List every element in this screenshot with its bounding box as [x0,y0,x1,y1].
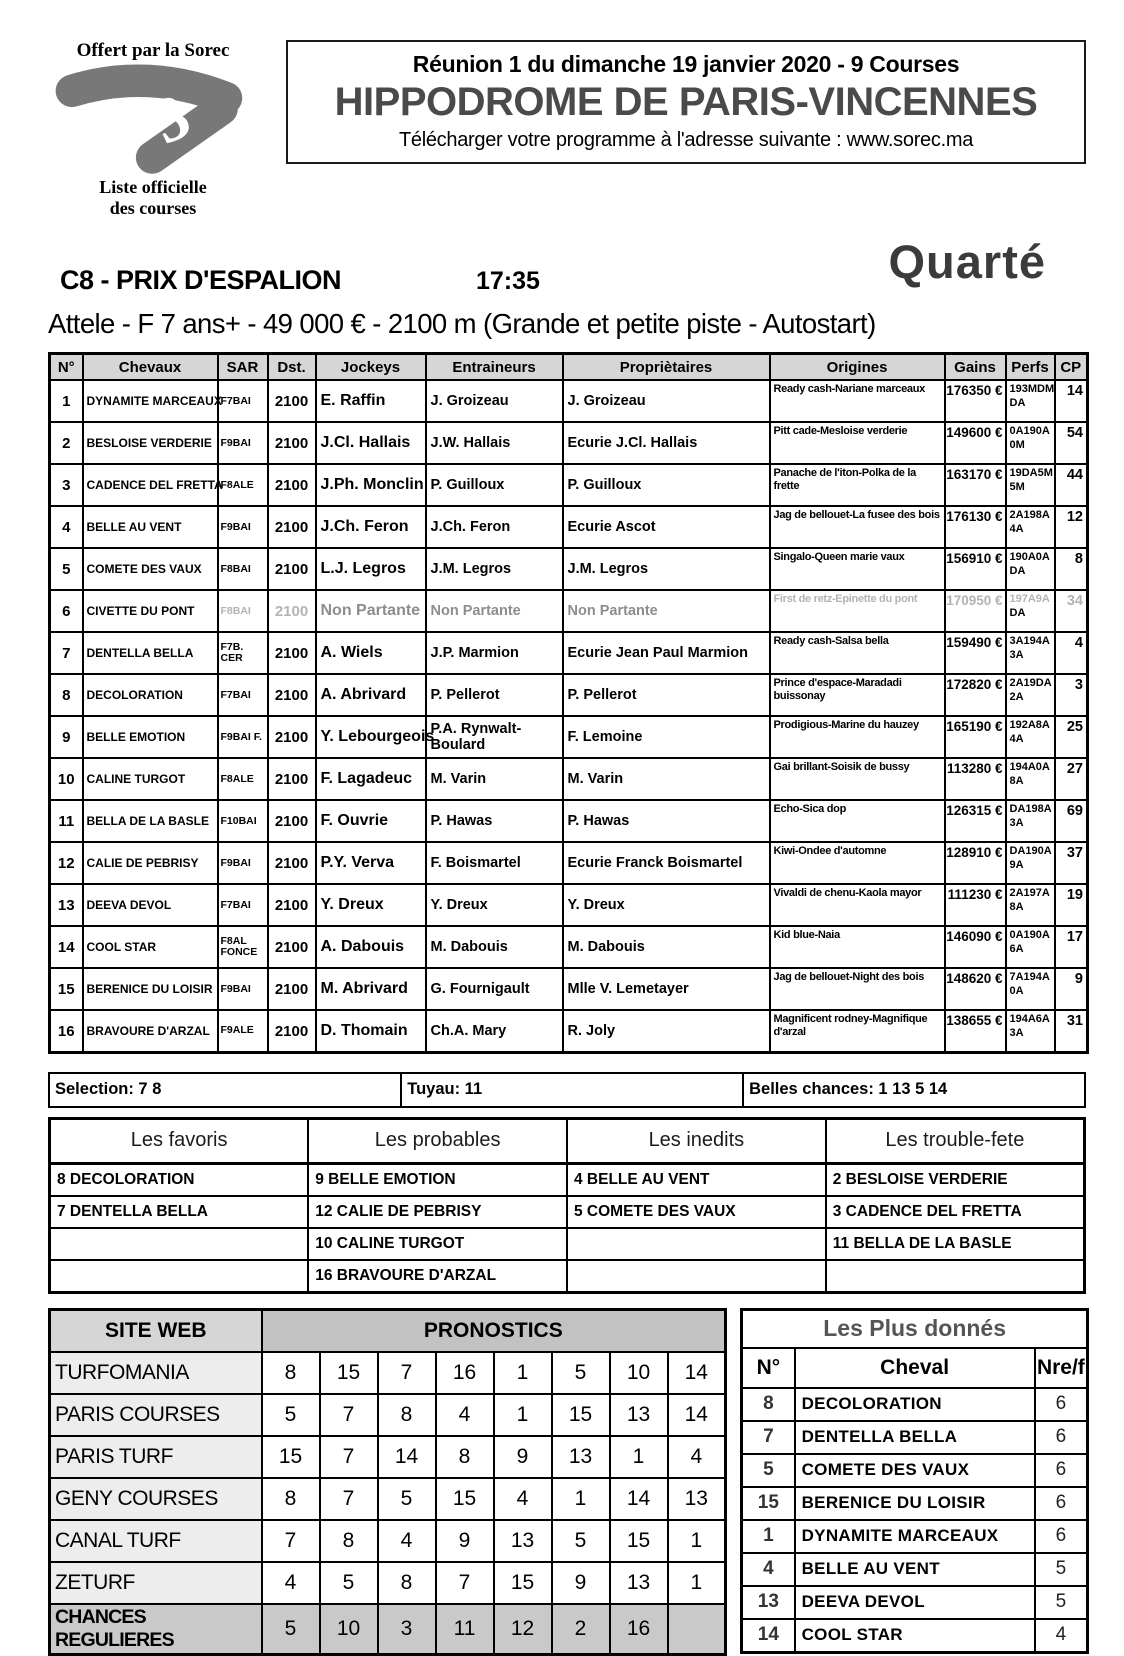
runner-trainer: J. Groizeau [426,380,563,422]
plus-row: 7 DENTELLA BELLA 6 [742,1421,1088,1454]
site-name: PARIS TURF [50,1436,262,1478]
runner-number: 11 [50,800,83,842]
picks-header-probables: Les probables [308,1118,567,1163]
runner-number: 1 [50,380,83,422]
runner-origins: Jag de bellouet-La fusee des bois [770,506,945,548]
runner-gains: 165190 € [945,716,1006,758]
sorec-logo-icon [58,62,248,172]
runner-sar: F7BAI [218,884,268,926]
runner-cp: 19 [1055,884,1088,926]
runner-dist: 2100 [268,926,316,968]
plus-col-count: Nre/f [1035,1348,1088,1388]
runner-trainer: P.A. Rynwalt-Boulard [426,716,563,758]
runner-horse: CALINE TURGOT [83,758,218,800]
runner-gains: 163170 € [945,464,1006,506]
runner-row [50,968,1088,1010]
prono-row: TURFOMANIA 8 15 7 16 1 5 10 14 [50,1352,726,1394]
pick-cell: 4 BELLE AU VENT [567,1163,826,1196]
plus-col-num: N° [742,1348,795,1388]
runner-origins: Prince d'espace-Maradadi buissonay [770,674,945,716]
runner-horse: CADENCE DEL FRETTA [83,464,218,506]
runner-sar: F8ALE [218,758,268,800]
runner-horse: BELLE AU VENT [83,506,218,548]
col-horse: Chevaux [83,354,218,381]
runner-horse: COMETE DES VAUX [83,548,218,590]
runner-dist: 2100 [268,842,316,884]
site-name: ZETURF [50,1562,262,1604]
runner-number: 7 [50,632,83,674]
runner-sar: F9BAI F. [218,716,268,758]
runner-number: 9 [50,716,83,758]
runner-row [50,464,1088,506]
runner-gains: 138655 € [945,1010,1006,1052]
runner-trainer: Non Partante [426,590,563,632]
bet-type-label: Quarté [888,235,1046,289]
runner-dist: 2100 [268,422,316,464]
runner-row [50,758,1088,800]
pick-cell: 12 CALIE DE PEBRISY [308,1196,567,1228]
plus-row: 5 COMETE DES VAUX 6 [742,1454,1088,1487]
pick-cell: 10 CALINE TURGOT [308,1228,567,1260]
race-conditions: Attele - F 7 ans+ - 49 000 € - 2100 m (Grande et petite piste - Autostart) [48,308,876,340]
col-dst: Dst. [268,354,316,381]
runner-dist: 2100 [268,464,316,506]
runner-dist: 2100 [268,632,316,674]
plus-row: 8 DECOLORATION 6 [742,1388,1088,1421]
runner-trainer: M. Varin [426,758,563,800]
runner-jockey: Y. Lebourgeois [316,716,426,758]
runner-cp: 4 [1055,632,1088,674]
runner-dist: 2100 [268,506,316,548]
runner-dist: 2100 [268,884,316,926]
runner-horse: DECOLORATION [83,674,218,716]
runner-number: 16 [50,1010,83,1052]
runner-number: 6 [50,590,83,632]
runner-owner: F. Lemoine [563,716,770,758]
picks-header-troublefete: Les trouble-fete [826,1118,1085,1163]
site-name: PARIS COURSES [50,1394,262,1436]
runner-perfs: 0A190A 6A [1006,926,1055,968]
runner-dist: 2100 [268,674,316,716]
sorec-logo-block [48,40,258,218]
runner-trainer: Ch.A. Mary [426,1010,563,1052]
pick-cell [567,1228,826,1260]
pick-cell [50,1260,309,1293]
runner-horse: CIVETTE DU PONT [83,590,218,632]
plus-donnes-table [740,1308,1089,1654]
prono-row: PARIS COURSES 5 7 8 4 1 15 13 14 [50,1394,726,1436]
runner-dist: 2100 [268,968,316,1010]
runner-owner: Mlle V. Lemetayer [563,968,770,1010]
runner-trainer: J.M. Legros [426,548,563,590]
selection-bar [48,1072,1086,1108]
pick-cell [567,1260,826,1293]
runner-owner: R. Joly [563,1010,770,1052]
hippodrome-title: HIPPODROME DE PARIS-VINCENNES [334,80,1038,124]
pick-cell: 8 DECOLORATION [50,1163,309,1196]
runner-owner: Ecurie Ascot [563,506,770,548]
runner-row [50,926,1088,968]
runner-jockey: P.Y. Verva [316,842,426,884]
plus-row: 14 COOL STAR 4 [742,1619,1088,1653]
runner-gains: 148620 € [945,968,1006,1010]
selection-cell: Selection: 7 8 [49,1073,401,1107]
runner-owner: Y. Dreux [563,884,770,926]
runner-horse: BELLA DE LA BASLE [83,800,218,842]
runner-horse: COOL STAR [83,926,218,968]
runner-perfs: 0A190A 0M [1006,422,1055,464]
logo-caption-line3: des courses [109,197,197,218]
pick-cell: 11 BELLA DE LA BASLE [826,1228,1085,1260]
runner-gains: 156910 € [945,548,1006,590]
runner-jockey: D. Thomain [316,1010,426,1052]
picks-row [50,1196,1085,1228]
runner-cp: 8 [1055,548,1088,590]
runner-perfs: 19DA5M 5M [1006,464,1055,506]
runners-header-row [50,354,1088,381]
runner-dist: 2100 [268,380,316,422]
runner-jockey: A. Dabouis [316,926,426,968]
col-origins: Origines [770,354,945,381]
runner-sar: F9BAI [218,506,268,548]
runner-row [50,842,1088,884]
plus-row: 15 BERENICE DU LOISIR 6 [742,1487,1088,1520]
runner-row [50,422,1088,464]
runner-gains: 149600 € [945,422,1006,464]
picks-header-inedits: Les inedits [567,1118,826,1163]
runner-horse: DENTELLA BELLA [83,632,218,674]
runner-sar: F9BAI [218,968,268,1010]
runner-gains: 159490 € [945,632,1006,674]
site-name: TURFOMANIA [50,1352,262,1394]
col-num: N° [50,354,83,381]
runner-dist: 2100 [268,548,316,590]
runner-owner: J. Groizeau [563,380,770,422]
race-title: C8 - PRIX D'ESPALION [60,265,341,296]
picks-header-favoris: Les favoris [50,1118,309,1163]
runner-owner: Ecurie Franck Boismartel [563,842,770,884]
runner-number: 12 [50,842,83,884]
plus-donnes-title: Les Plus donnés [742,1309,1088,1348]
pick-cell [826,1260,1085,1293]
belles-chances-cell: Belles chances: 1 13 5 14 [743,1073,1085,1107]
runner-jockey: Non Partante [316,590,426,632]
runner-owner: Non Partante [563,590,770,632]
runner-horse: BERENICE DU LOISIR [83,968,218,1010]
runner-cp: 44 [1055,464,1088,506]
runner-gains: 146090 € [945,926,1006,968]
runner-cp: 9 [1055,968,1088,1010]
runner-row [50,1010,1088,1052]
runner-jockey: J.Cl. Hallais [316,422,426,464]
picks-row [50,1228,1085,1260]
runner-number: 8 [50,674,83,716]
runner-jockey: Y. Dreux [316,884,426,926]
runner-sar: F7BAI [218,674,268,716]
runner-origins: Pitt cade-Mesloise verderie [770,422,945,464]
pronostics-header: PRONOSTICS [262,1309,726,1352]
siteweb-header: SITE WEB [50,1309,262,1352]
runner-horse: BELLE EMOTION [83,716,218,758]
col-perfs: Perfs [1006,354,1055,381]
runner-sar: F8BAI [218,548,268,590]
runner-sar: F10BAI [218,800,268,842]
runner-horse: DEEVA DEVOL [83,884,218,926]
runner-dist: 2100 [268,1010,316,1052]
runner-gains: 128910 € [945,842,1006,884]
runner-origins: Gai brillant-Soisik de bussy [770,758,945,800]
runner-trainer: J.P. Marmion [426,632,563,674]
runner-origins: Echo-Sica dop [770,800,945,842]
runner-sar: F9BAI [218,422,268,464]
runner-origins: Kid blue-Naia [770,926,945,968]
runner-number: 15 [50,968,83,1010]
page-header [48,40,1086,218]
runner-sar: F8ALE [218,464,268,506]
runner-perfs: 3A194A 3A [1006,632,1055,674]
runner-owner: Ecurie J.Cl. Hallais [563,422,770,464]
runner-cp: 34 [1055,590,1088,632]
runner-trainer: F. Boismartel [426,842,563,884]
runner-dist: 2100 [268,590,316,632]
runner-jockey: J.Ph. Monclin [316,464,426,506]
svg-text:3: 3 [141,79,201,159]
runner-perfs: 192A8A 4A [1006,716,1055,758]
pick-cell: 3 CADENCE DEL FRETTA [826,1196,1085,1228]
runner-origins: Magnificent rodney-Magnifique d'arzal [770,1010,945,1052]
plus-row: 1 DYNAMITE MARCEAUX 6 [742,1520,1088,1553]
runner-gains: 170950 € [945,590,1006,632]
runner-owner: Ecurie Jean Paul Marmion [563,632,770,674]
bottom-section [48,1308,1086,1656]
runner-cp: 25 [1055,716,1088,758]
pick-cell: 9 BELLE EMOTION [308,1163,567,1196]
runner-row [50,674,1088,716]
runner-row [50,800,1088,842]
runner-number: 4 [50,506,83,548]
runner-trainer: J.Ch. Feron [426,506,563,548]
runner-trainer: G. Fournigault [426,968,563,1010]
download-line: Télécharger votre programme à l'adresse suivante : www.sorec.ma [398,129,974,151]
prono-row-chances-regulieres: CHANCES REGULIERES 5 10 3 11 12 2 16 [50,1604,726,1655]
site-name: CHANCES REGULIERES [50,1604,262,1655]
logo-caption-top: Offert par la Sorec [76,40,230,61]
pick-cell: 5 COMETE DES VAUX [567,1196,826,1228]
runner-perfs: 7A194A 0A [1006,968,1055,1010]
runners-table [48,352,1089,1054]
runner-gains: 126315 € [945,800,1006,842]
runner-cp: 12 [1055,506,1088,548]
logo-caption-line2: Liste officielle [99,177,207,197]
runner-number: 5 [50,548,83,590]
race-time: 17:35 [476,267,540,296]
pick-cell: 16 BRAVOURE D'ARZAL [308,1260,567,1293]
runner-horse: BESLOISE VERDERIE [83,422,218,464]
picks-row [50,1260,1085,1293]
runner-jockey: L.J. Legros [316,548,426,590]
runner-trainer: P. Hawas [426,800,563,842]
runner-dist: 2100 [268,716,316,758]
runner-origins: Singalo-Queen marie vaux [770,548,945,590]
col-cp: CP [1055,354,1088,381]
runner-perfs: DA190A 9A [1006,842,1055,884]
runner-perfs: 197A9A DA [1006,590,1055,632]
runner-jockey: E. Raffin [316,380,426,422]
race-title-bar [48,235,1086,300]
runner-cp: 54 [1055,422,1088,464]
runner-origins: Vivaldi de chenu-Kaola mayor [770,884,945,926]
runner-sar: F7BAI [218,380,268,422]
runner-owner: P. Hawas [563,800,770,842]
runner-trainer: Y. Dreux [426,884,563,926]
runner-row [50,716,1088,758]
runner-cp: 37 [1055,842,1088,884]
runner-owner: M. Dabouis [563,926,770,968]
col-owner: Propriètaires [563,354,770,381]
runner-cp: 14 [1055,380,1088,422]
pick-cell: 7 DENTELLA BELLA [50,1196,309,1228]
pronostics-table [48,1308,727,1656]
runner-perfs: 2A198A 4A [1006,506,1055,548]
runner-trainer: P. Pellerot [426,674,563,716]
runner-sar: F8BAI [218,590,268,632]
plus-col-horse: Cheval [795,1348,1035,1388]
runner-row [50,380,1088,422]
meeting-line: Réunion 1 du dimanche 19 janvier 2020 - 9 Courses [412,51,960,77]
runner-row-scratched [50,590,1088,632]
runner-owner: M. Varin [563,758,770,800]
runner-jockey: J.Ch. Feron [316,506,426,548]
runner-jockey: A. Abrivard [316,674,426,716]
runner-jockey: F. Lagadeuc [316,758,426,800]
site-name: CANAL TURF [50,1520,262,1562]
runner-perfs: 2A197A 8A [1006,884,1055,926]
runner-perfs: DA198A 3A [1006,800,1055,842]
runner-perfs: 194A0A 8A [1006,758,1055,800]
runner-number: 14 [50,926,83,968]
runner-cp: 17 [1055,926,1088,968]
runner-perfs: 193MDM DA [1006,380,1055,422]
runner-gains: 172820 € [945,674,1006,716]
runner-gains: 111230 € [945,884,1006,926]
runner-row [50,884,1088,926]
runner-origins: Jag de bellouet-Night des bois [770,968,945,1010]
runner-number: 13 [50,884,83,926]
runner-perfs: 2A19DA 2A [1006,674,1055,716]
prono-row: GENY COURSES 8 7 5 15 4 1 14 13 [50,1478,726,1520]
runner-dist: 2100 [268,800,316,842]
runner-sar: F9ALE [218,1010,268,1052]
picks-row [50,1163,1085,1196]
plus-row: 13 DEEVA DEVOL 5 [742,1586,1088,1619]
runner-gains: 176350 € [945,380,1006,422]
runner-cp: 27 [1055,758,1088,800]
site-name: GENY COURSES [50,1478,262,1520]
runner-owner: P. Pellerot [563,674,770,716]
runner-cp: 69 [1055,800,1088,842]
pick-cell [50,1228,309,1260]
runner-horse: DYNAMITE MARCEAUX [83,380,218,422]
runner-jockey: M. Abrivard [316,968,426,1010]
runner-trainer: P. Guilloux [426,464,563,506]
runner-origins: Ready cash-Salsa bella [770,632,945,674]
runner-row [50,632,1088,674]
runner-perfs: 190A0A DA [1006,548,1055,590]
runner-trainer: M. Dabouis [426,926,563,968]
runner-cp: 31 [1055,1010,1088,1052]
picks-table [48,1117,1086,1294]
runner-origins: Ready cash-Nariane marceaux [770,380,945,422]
runner-number: 10 [50,758,83,800]
runner-sar: F8AL FONCE [218,926,268,968]
runner-horse: CALIE DE PEBRISY [83,842,218,884]
runner-owner: P. Guilloux [563,464,770,506]
col-jockey: Jockeys [316,354,426,381]
runner-origins: First de retz-Epinette du pont [770,590,945,632]
runner-row [50,548,1088,590]
runner-owner: J.M. Legros [563,548,770,590]
runner-cp: 3 [1055,674,1088,716]
runner-sar: F9BAI [218,842,268,884]
runner-jockey: F. Ouvrie [316,800,426,842]
runner-number: 3 [50,464,83,506]
prono-row: PARIS TURF 15 7 14 8 9 13 1 4 [50,1436,726,1478]
col-sar: SAR [218,354,268,381]
tuyau-cell: Tuyau: 11 [401,1073,743,1107]
meeting-banner [286,40,1086,164]
prono-row: ZETURF 4 5 8 7 15 9 13 1 [50,1562,726,1604]
runner-horse: BRAVOURE D'ARZAL [83,1010,218,1052]
runner-dist: 2100 [268,758,316,800]
runner-origins: Prodigious-Marine du hauzey [770,716,945,758]
runner-sar: F7B. CER [218,632,268,674]
pick-cell: 2 BESLOISE VERDERIE [826,1163,1085,1196]
col-trainer: Entraineurs [426,354,563,381]
runner-gains: 176130 € [945,506,1006,548]
runner-trainer: J.W. Hallais [426,422,563,464]
runner-origins: Kiwi-Ondee d'automne [770,842,945,884]
runner-origins: Panache de l'iton-Polka de la frette [770,464,945,506]
runner-perfs: 194A6A 3A [1006,1010,1055,1052]
prono-row: CANAL TURF 7 8 4 9 13 5 15 1 [50,1520,726,1562]
col-gains: Gains [945,354,1006,381]
runner-gains: 113280 € [945,758,1006,800]
runner-row [50,506,1088,548]
plus-row: 4 BELLE AU VENT 5 [742,1553,1088,1586]
runner-number: 2 [50,422,83,464]
runner-jockey: A. Wiels [316,632,426,674]
